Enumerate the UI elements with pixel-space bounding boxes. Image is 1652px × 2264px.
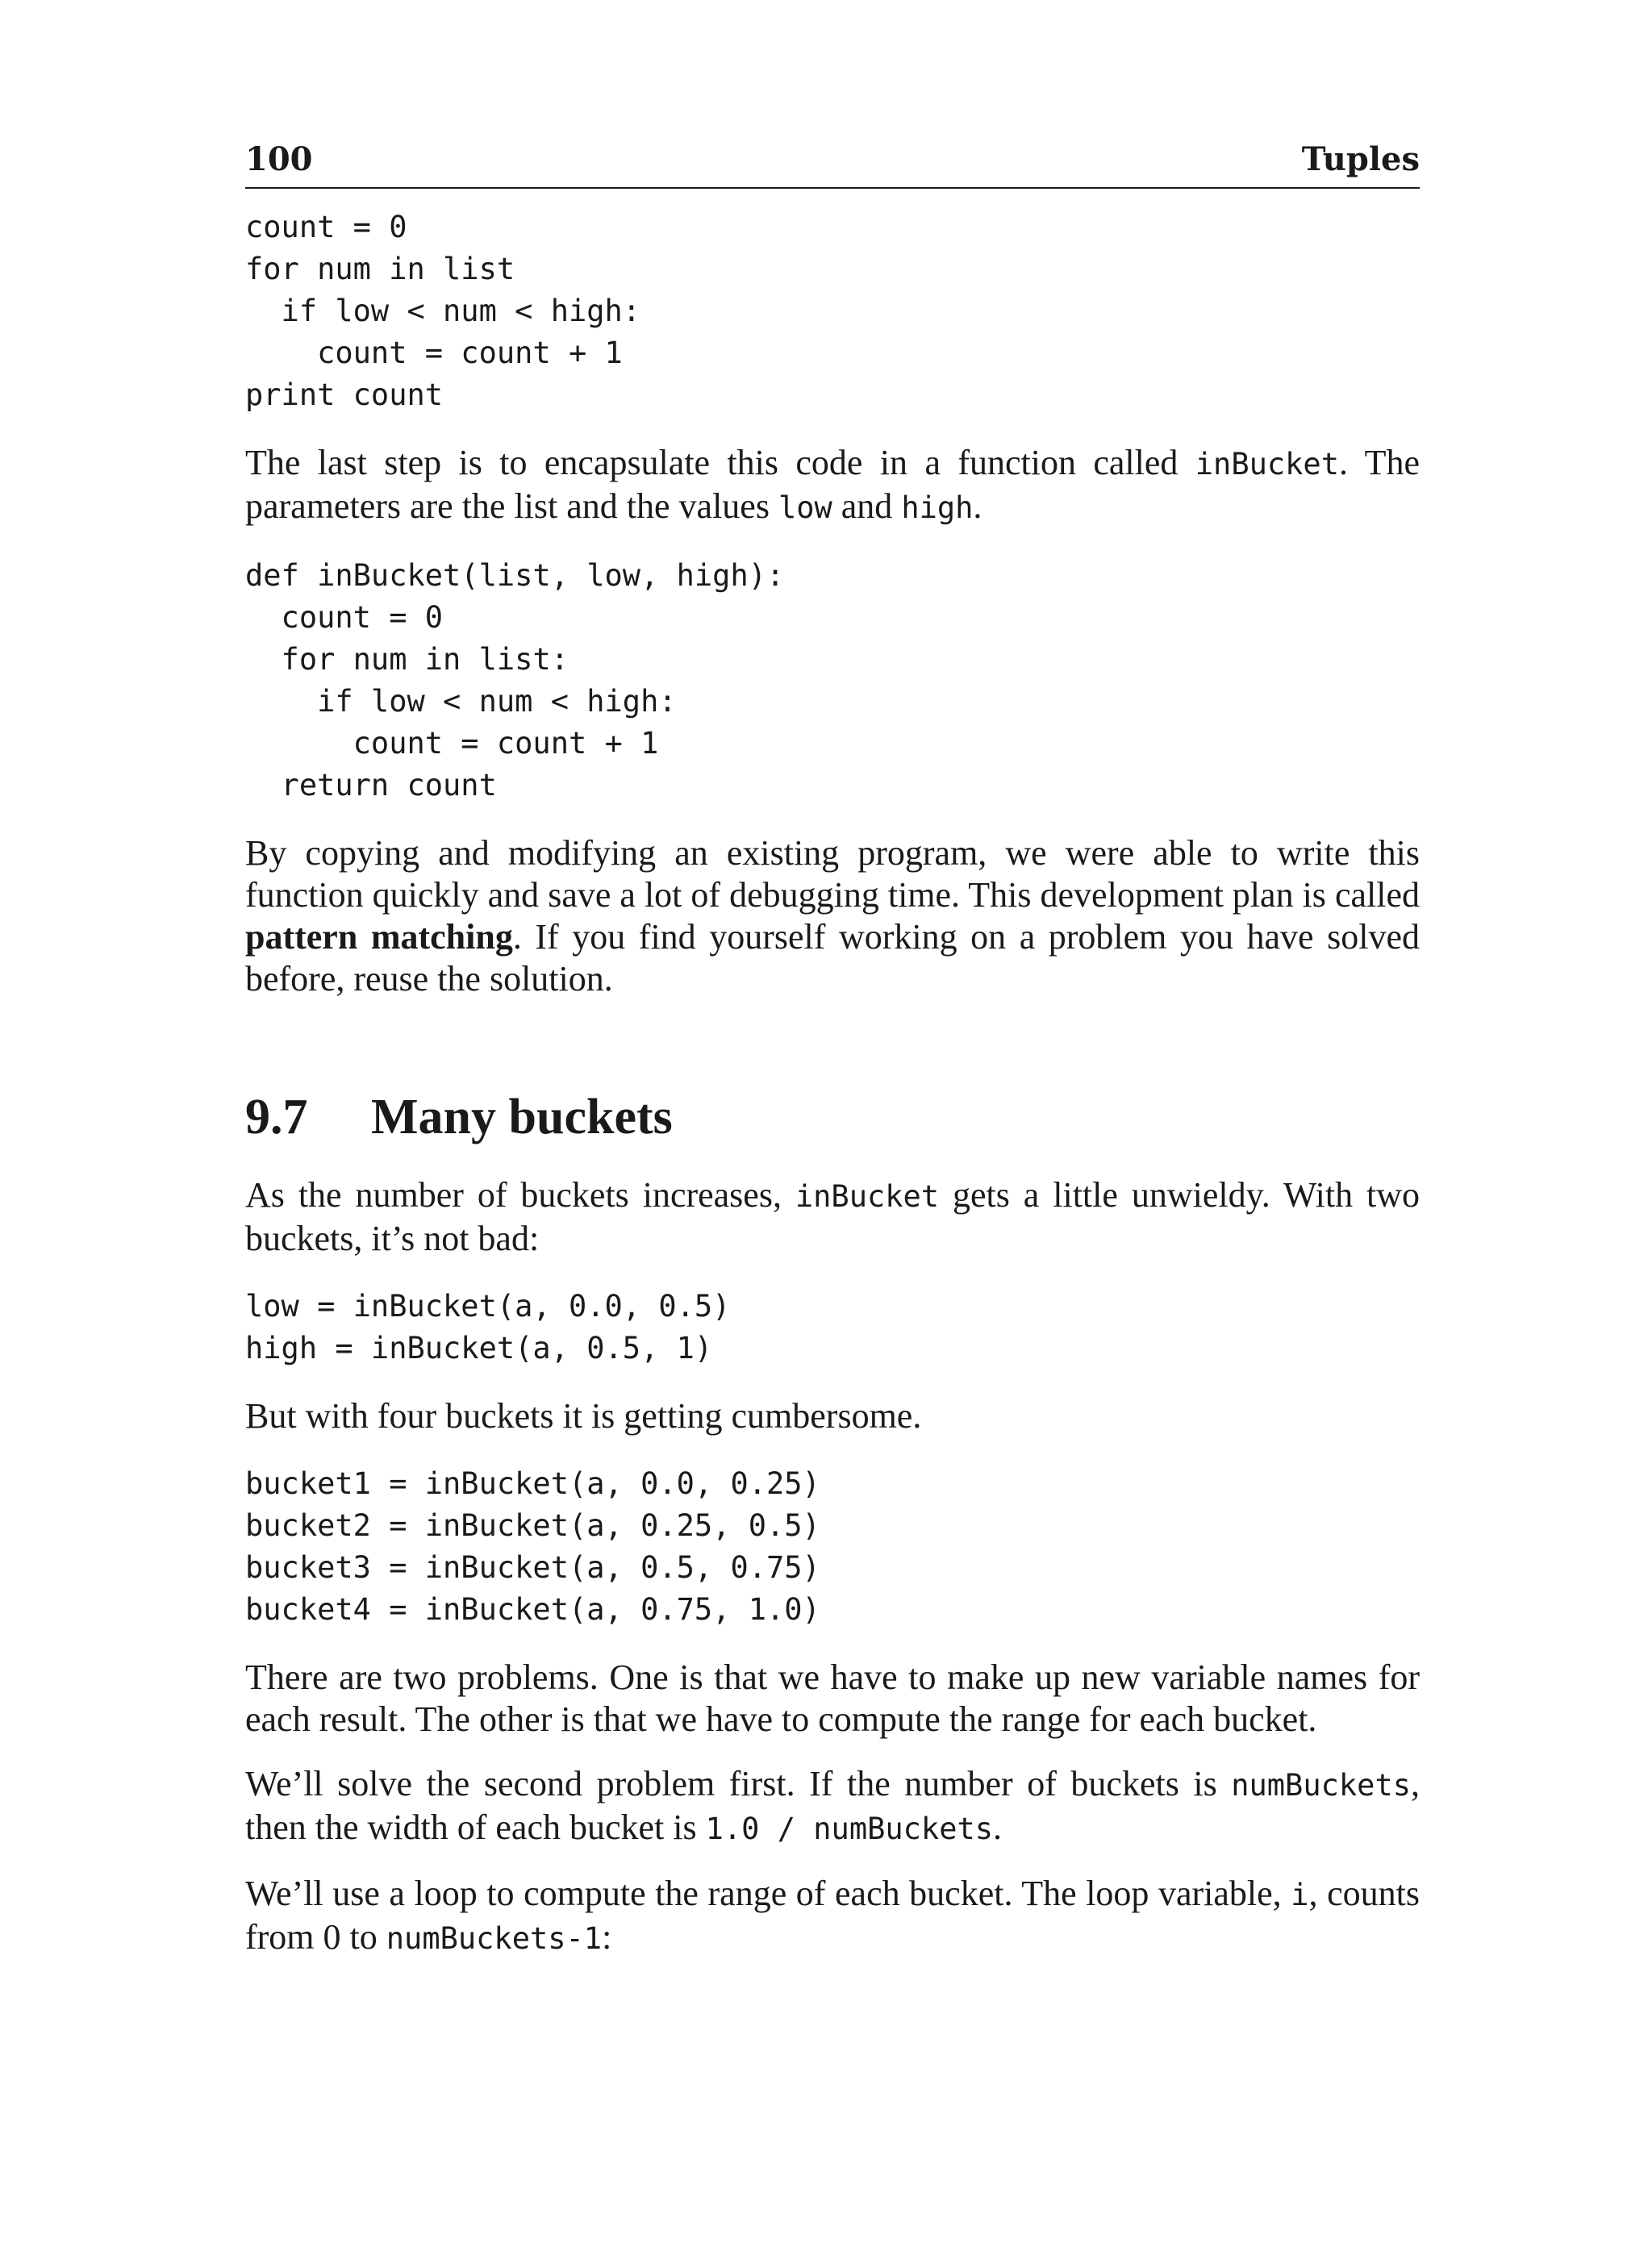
- paragraph-cumbersome: [245, 1395, 1420, 1437]
- code-line: low = inBucket(a, 0.0, 0.5): [245, 1289, 731, 1324]
- paragraph-many-buckets: [245, 1174, 1420, 1260]
- text-run: .: [973, 486, 982, 526]
- inline-code: inBucket: [1195, 447, 1339, 482]
- inline-code: high: [901, 490, 974, 525]
- code-line: if low < num < high:: [245, 684, 677, 719]
- text-run: :: [602, 1917, 612, 1957]
- text-run: gets a little unwieldy. With two buckets, it’s not bad:: [245, 1175, 1420, 1258]
- code-line: return count: [245, 768, 497, 803]
- code-line: def inBucket(list, low, high):: [245, 558, 785, 593]
- code-line: high = inBucket(a, 0.5, 1): [245, 1331, 713, 1365]
- text-run: . The parameters are the list and the values: [245, 443, 1420, 526]
- code-line: bucket2 = inBucket(a, 0.25, 0.5): [245, 1508, 820, 1543]
- code-line: bucket1 = inBucket(a, 0.0, 0.25): [245, 1466, 820, 1501]
- section-number: 9.7: [245, 1090, 308, 1145]
- paragraph-bucket-width: [245, 1763, 1420, 1850]
- bold-term: pattern matching: [245, 917, 513, 957]
- running-head: [245, 140, 1420, 189]
- text-run: We’ll solve the second problem first. If the number of buckets is: [245, 1764, 1232, 1803]
- code-line: bucket4 = inBucket(a, 0.75, 1.0): [245, 1592, 820, 1627]
- code-block-two-buckets: [245, 1286, 1420, 1370]
- paragraph-pattern-matching: [245, 832, 1420, 1000]
- inline-code: inBucket: [795, 1179, 940, 1214]
- text-run: There are two problems. One is that we have to make up new variable names for each result. The other is that we have to compute the range for each bucket.: [245, 1657, 1420, 1739]
- chapter-title: Tuples: [1301, 140, 1420, 178]
- code-line: count = count + 1: [245, 726, 659, 761]
- text-run: As the number of buckets increases,: [245, 1175, 795, 1215]
- paragraph-two-problems: [245, 1657, 1420, 1741]
- page-number: 100: [245, 140, 313, 178]
- code-line: count = 0: [245, 210, 407, 244]
- code-block-four-buckets: [245, 1463, 1420, 1631]
- code-line: count = count + 1: [245, 336, 623, 370]
- code-line: for num in list:: [245, 642, 569, 677]
- code-line: print count: [245, 377, 444, 412]
- inline-code: i: [1291, 1878, 1309, 1912]
- code-line: for num in list: [245, 252, 515, 286]
- text-run: , counts from 0 to: [245, 1874, 1420, 1957]
- inline-code: numBuckets-1: [386, 1921, 603, 1956]
- paragraph-encapsulate: [245, 442, 1420, 529]
- text-run: The last step is to encapsulate this code in a function called: [245, 443, 1195, 482]
- text-run: and: [832, 486, 902, 526]
- text-run: . If you find yourself working on a problem you have solved before, reuse the solution.: [245, 917, 1420, 999]
- paragraph-loop-range: [245, 1873, 1420, 1960]
- code-block-inbucket-def: [245, 555, 1420, 807]
- page: [245, 140, 1420, 1960]
- code-block-count-loop: [245, 206, 1420, 416]
- section-title: Many buckets: [371, 1090, 673, 1145]
- code-line: if low < num < high:: [245, 294, 641, 328]
- text-run: We’ll use a loop to compute the range of each bucket. The loop variable,: [245, 1874, 1291, 1913]
- code-line: count = 0: [245, 600, 444, 635]
- inline-code: low: [778, 490, 832, 525]
- code-line: bucket3 = inBucket(a, 0.5, 0.75): [245, 1550, 820, 1585]
- inline-code: numBuckets: [1231, 1768, 1411, 1803]
- section-heading: [245, 1089, 1420, 1145]
- text-run: .: [993, 1807, 1003, 1847]
- text-run: But with four buckets it is getting cumbersome.: [245, 1396, 922, 1436]
- inline-code: 1.0 / numBuckets: [705, 1812, 994, 1846]
- text-run: By copying and modifying an existing program, we were able to write this function quickly and save a lot of debugging time. This development plan is called: [245, 833, 1420, 915]
- text-run: , then the width of each bucket is: [245, 1764, 1420, 1847]
